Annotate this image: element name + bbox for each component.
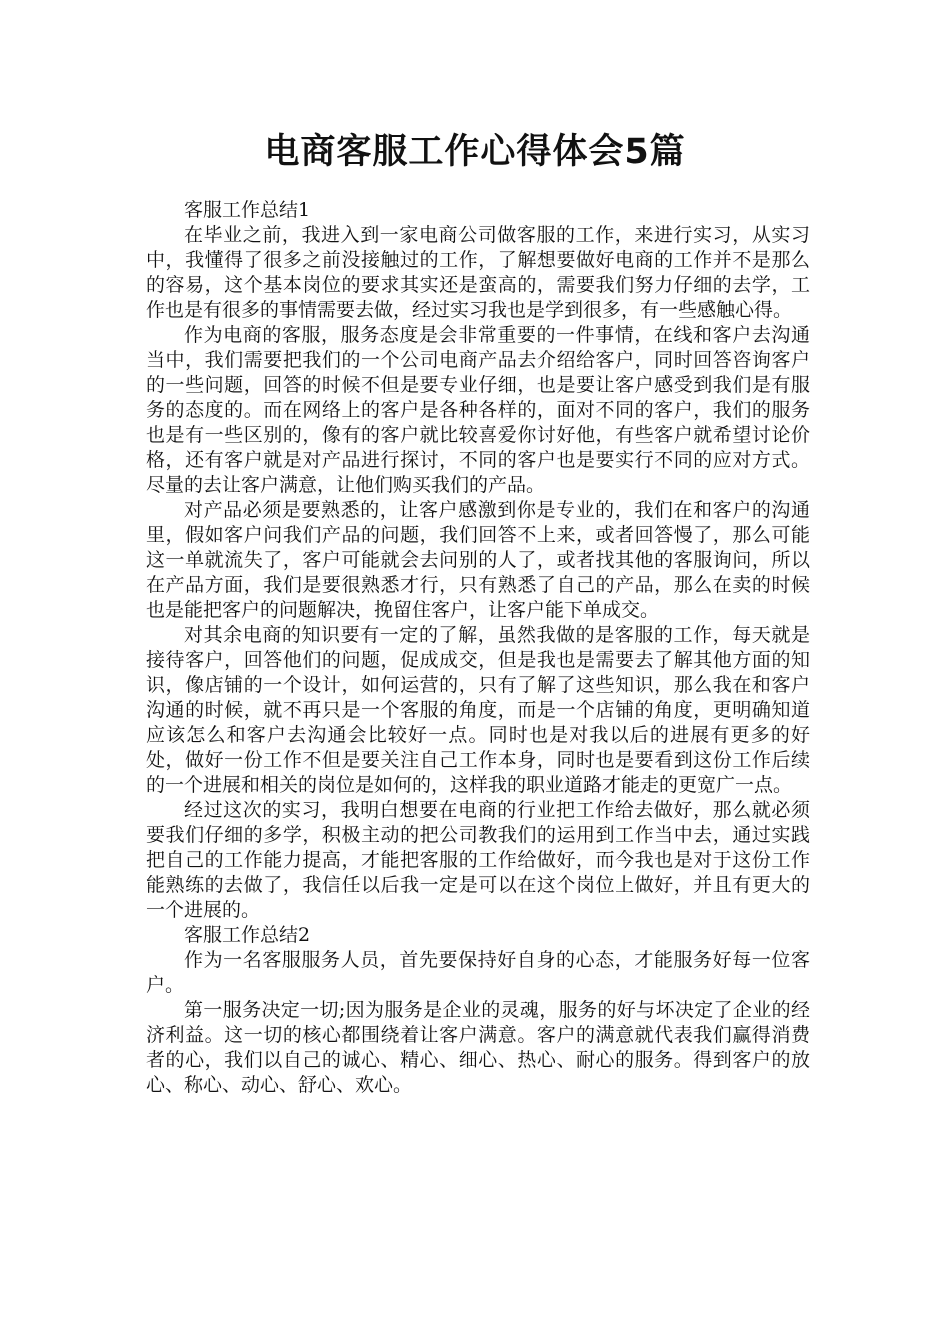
body-paragraph: 作为一名客服服务人员，首先要保持好自身的心态，才能服务好每一位客户。 xyxy=(146,949,810,996)
document-title: 电商客服工作心得体会5篇 xyxy=(264,132,686,172)
section-heading: 客服工作总结1 xyxy=(184,199,311,221)
section-heading: 客服工作总结2 xyxy=(184,924,311,946)
body-paragraph: 在毕业之前，我进入到一家电商公司做客服的工作，来进行实习，从实习中，我懂得了很多之前没接触过的工作，了解想要做好电商的工作并不是那么的容易，这个基本岗位的要求其实还是蛮高的，需要我们努力仔细的去学，工作也是有很多的事情需要去做，经过实习我也是学到很多，有一些感触心得。 xyxy=(146,224,810,321)
body-paragraph: 第一服务决定一切;因为服务是企业的灵魂，服务的好与坏决定了企业的经济利益。这一切的核心都围绕着让客户满意。客户的满意就代表我们赢得消费者的心，我们以自己的诚心、精心、细心、热心、耐心的服务。得到客户的放心、称心、动心、舒心、欢心。 xyxy=(146,999,810,1096)
body-paragraph: 经过这次的实习，我明白想要在电商的行业把工作给去做好，那么就必须要我们仔细的多学，积极主动的把公司教我们的运用到工作当中去，通过实践把自己的工作能力提高，才能把客服的工作给做好，而今我也是对于这份工作能熟练的去做了，我信任以后我一定是可以在这个岗位上做好，并且有更大的一个进展的。 xyxy=(146,799,810,921)
body-paragraph: 对产品必须是要熟悉的，让客户感激到你是专业的，我们在和客户的沟通里，假如客户问我们产品的问题，我们回答不上来，或者回答慢了，那么可能这一单就流失了，客户可能就会去问别的人了，或者找其他的客服询问，所以在产品方面，我们是要很熟悉才行，只有熟悉了自己的产品，那么在卖的时候也是能把客户的问题解决，挽留住客户，让客户能下单成交。 xyxy=(146,499,810,621)
body-paragraph: 作为电商的客服，服务态度是会非常重要的一件事情，在线和客户去沟通当中，我们需要把我们的一个公司电商产品去介绍给客户，同时回答咨询客户的一些问题，回答的时候不但是要专业仔细，也是要让客户感受到我们是有服务的态度的。而在网络上的客户是各种各样的，面对不同的客户，我们的服务也是有一些区别的，像有的客户就比较喜爱你讨好他，有些客户就希望讨论价格，还有客户就是对产品进行探讨，不同的客户也是要实行不同的应对方式。尽量的去让客户满意，让他们购买我们的产品。 xyxy=(146,324,810,496)
body-paragraph: 对其余电商的知识要有一定的了解，虽然我做的是客服的工作，每天就是接待客户，回答他们的问题，促成成交，但是我也是需要去了解其他方面的知识，像店铺的一个设计，如何运营的，只有了解了这些知识，那么我在和客户沟通的时候，就不再只是一个客服的角度，而是一个店铺的角度，更明确知道应该怎么和客户去沟通会比较好一点。同时也是对我以后的进展有更多的好处，做好一份工作不但是要关注自己工作本身，同时也是要看到这份工作后续的一个进展和相关的岗位是如何的，这样我的职业道路才能走的更宽广一点。 xyxy=(146,624,810,796)
document-body xyxy=(146,198,810,1098)
